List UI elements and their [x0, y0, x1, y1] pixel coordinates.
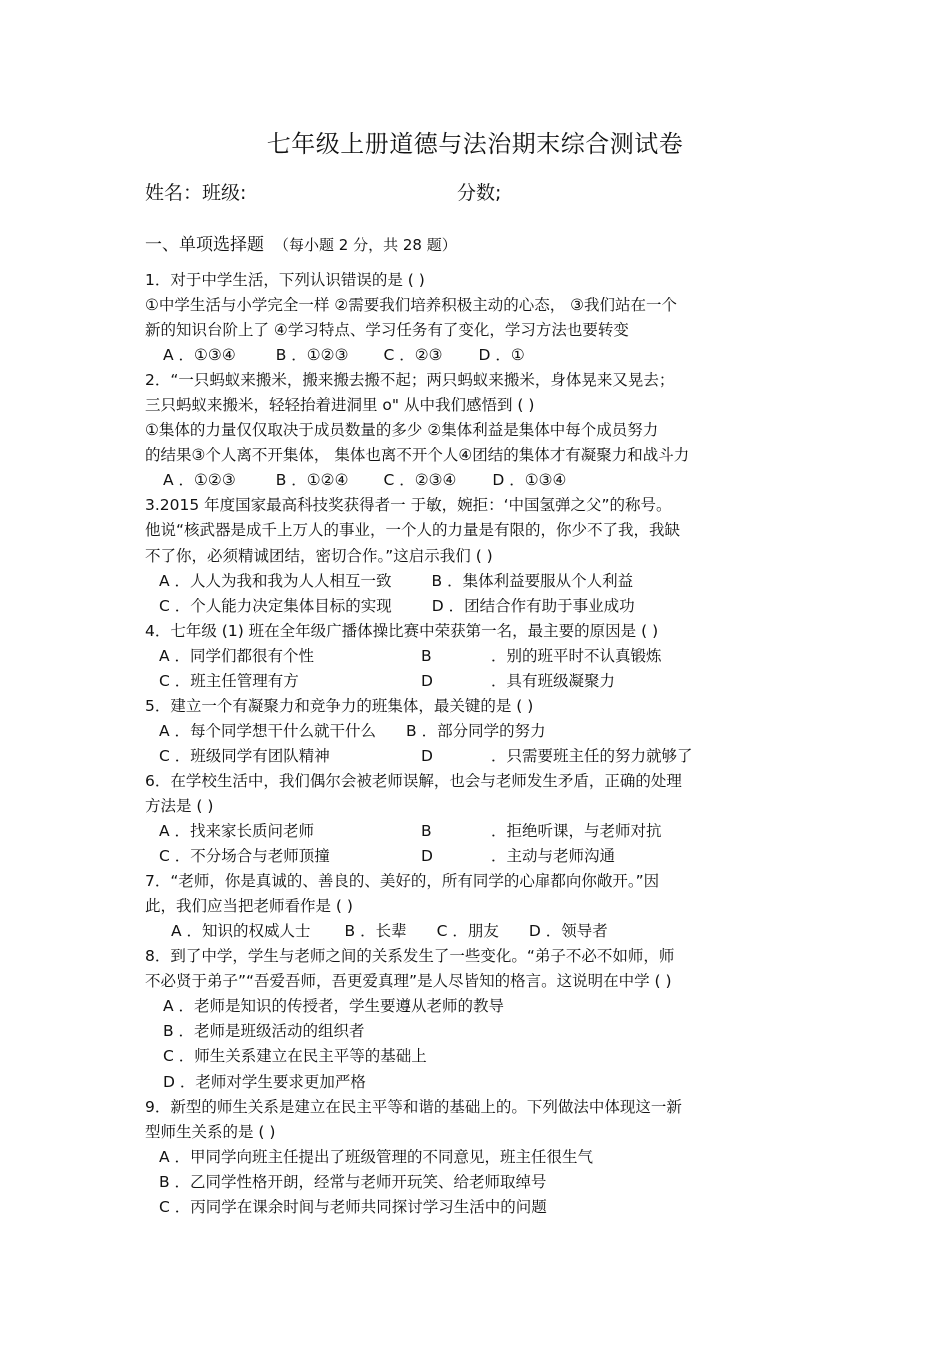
question-text: 1．对于中学生活，下列认识错误的是 ( ): [145, 271, 425, 289]
question-text: 三只蚂蚁来搬米，轻轻抬着进洞里 o" 从中我们感悟到 ( ): [145, 396, 535, 415]
question-line: [145, 969, 825, 994]
question-line: [145, 1095, 825, 1120]
answer-option: D ．团结合作有助于事业成功: [431, 596, 635, 615]
answer-option: A ．人人为我和我为人人相互一致: [159, 571, 392, 590]
question-text: D ．老师对学生要求更加严格: [163, 1072, 366, 1091]
question-line: [145, 268, 825, 293]
question-text: 不必贤于弟子”“吾爱吾师，吾更爱真理”是人尽皆知的格言。这说明在中学 ( ): [145, 972, 672, 991]
section-note: （每小题 2 分，共 28 题）: [274, 236, 457, 254]
question-line: [145, 468, 825, 493]
answer-option: C ．班级同学有团队精神: [159, 746, 330, 765]
section-heading: [145, 230, 457, 255]
question-line: [145, 644, 825, 669]
answer-option: B: [421, 822, 432, 841]
question-line: [145, 1195, 825, 1220]
question-text: 他说“核武器是成千上万人的事业，一个人的力量是有限的，你少不了我，我缺: [145, 521, 681, 540]
question-line: [145, 1120, 825, 1145]
answer-option: B ．长辈: [344, 922, 407, 941]
question-line: [145, 418, 825, 443]
answer-option: C ．班主任管理有方: [159, 671, 299, 690]
question-text: A ．老师是知识的传授者，学生要遵从老师的教导: [163, 997, 505, 1016]
answer-option: D ．领导者: [528, 922, 608, 941]
answer-option: ．只需要班主任的努力就够了: [491, 746, 693, 765]
page-title: 七年级上册道德与法治期末综合测试卷: [266, 130, 684, 158]
answer-option: D: [421, 746, 433, 765]
question-line: [145, 1145, 825, 1170]
question-text: 此，我们应当把老师看作是 ( ): [145, 897, 353, 916]
question-line: [145, 343, 825, 368]
question-line: [145, 694, 825, 719]
question-line: [145, 1019, 825, 1044]
score-label: 分数;: [457, 182, 502, 204]
answer-option: A ．每个同学想干什么就干什么: [159, 721, 377, 740]
question-text: 2．“一只蚂蚁来搬米，搬来搬去搬不起；两只蚂蚁来搬米，身体晃来又晃去；: [145, 371, 675, 390]
answer-option: C ．个人能力决定集体目标的实现: [159, 596, 392, 615]
question-text: 3.2015 年度国家最高科技奖获得者一 于敏，婉拒：‘中国氢弹之父”的称号。: [145, 496, 672, 515]
answer-option: B ．部分同学的努力: [406, 721, 546, 740]
answer-option: D: [421, 671, 433, 690]
question-text: 5．建立一个有凝聚力和竞争力的班集体，最关键的是 ( ): [145, 696, 534, 715]
question-line: [145, 719, 825, 744]
question-line: [145, 393, 825, 418]
answer-option: B ．①②③: [275, 346, 349, 365]
question-text: ①集体的力量仅仅取决于成员数量的多少 ②集体利益是集体中每个成员努力: [145, 421, 659, 440]
question-line: [145, 769, 825, 794]
question-list: [145, 268, 825, 1220]
question-text: C ．丙同学在课余时间与老师共同探讨学习生活中的问题: [159, 1197, 547, 1216]
question-text: 不了你，必须精诚团结，密切合作。”这启示我们 ( ): [145, 546, 493, 565]
question-line: [145, 569, 825, 594]
question-text: 7．“老师，你是真诚的、善良的、美好的，所有同学的心扉都向你敞开。”因: [145, 872, 660, 891]
question-line: [145, 844, 825, 869]
question-line: [145, 894, 825, 919]
question-text: 8．到了中学，学生与老师之间的关系发生了一些变化。“弟子不必不如师，师: [145, 947, 675, 966]
question-text: C ．师生关系建立在民主平等的基础上: [163, 1047, 427, 1066]
question-text: B ．老师是班级活动的组织者: [163, 1022, 365, 1041]
question-line: [145, 994, 825, 1019]
answer-option: B ．①②④: [275, 471, 349, 490]
question-line: [145, 619, 825, 644]
answer-option: A ．找来家长质问老师: [159, 822, 315, 841]
question-text: A ．甲同学向班主任提出了班级管理的不同意见，班主任很生气: [159, 1147, 594, 1166]
question-line: [145, 919, 825, 944]
answer-option: ．拒绝听课，与老师对抗: [491, 822, 662, 841]
question-line: [145, 1044, 825, 1069]
question-line: [145, 368, 825, 393]
question-text: 方法是 ( ): [145, 796, 214, 815]
question-line: [145, 1170, 825, 1195]
question-text: B ．乙同学性格开朗，经常与老师开玩笑、给老师取绰号: [159, 1172, 547, 1191]
answer-option: B: [421, 646, 432, 665]
question-line: [145, 1070, 825, 1095]
question-line: [145, 669, 825, 694]
question-line: [145, 594, 825, 619]
answer-option: C ．②③: [383, 346, 443, 365]
answer-option: ．主动与老师沟通: [491, 847, 616, 866]
answer-option: A ．①③④: [163, 346, 236, 365]
section-title: 一、单项选择题: [145, 235, 264, 255]
question-text: 型师生关系的是 ( ): [145, 1122, 276, 1141]
answer-option: C ．不分场合与老师顶撞: [159, 847, 330, 866]
answer-option: D: [421, 847, 433, 866]
answer-option: D ．①: [478, 346, 525, 365]
question-line: [145, 869, 825, 894]
answer-option: A ．同学们都很有个性: [159, 646, 315, 665]
question-line: [145, 744, 825, 769]
question-line: [145, 318, 825, 343]
answer-option: C ．②③④: [383, 471, 457, 490]
question-line: [145, 819, 825, 844]
answer-option: B ．集体利益要服从个人利益: [431, 571, 634, 590]
question-line: [145, 544, 825, 569]
question-text: 9．新型的师生关系是建立在民主平等和谐的基础上的。下列做法中体现这一新: [145, 1097, 682, 1116]
answer-option: ．别的班平时不认真锻炼: [491, 646, 662, 665]
question-text: 6．在学校生活中，我们偶尔会被老师误解，也会与老师发生矛盾，正确的处理: [145, 771, 682, 790]
answer-option: D ．①③④: [492, 471, 567, 490]
question-text: 4．七年级 (1) 班在全年级广播体操比赛中荣获第一名，最主要的原因是 ( ): [145, 621, 659, 640]
question-text: 的结果③个人离不开集体， 集体也离不开个人④团结的集体才有凝聚力和战斗力: [145, 446, 690, 465]
question-line: [145, 518, 825, 543]
name-class-label: 姓名：班级:: [145, 182, 247, 204]
question-text: ①中学生活与小学完全一样 ②需要我们培养积极主动的心态， ③我们站在一个: [145, 296, 678, 315]
student-info-row: [145, 178, 845, 208]
question-line: [145, 443, 825, 468]
answer-option: ．具有班级凝聚力: [491, 671, 616, 690]
question-line: [145, 794, 825, 819]
question-line: [145, 493, 825, 518]
question-line: [145, 293, 825, 318]
question-line: [145, 944, 825, 969]
answer-option: A ．①②③: [163, 471, 236, 490]
answer-option: C ．朋友: [436, 922, 499, 941]
question-text: 新的知识台阶上了 ④学习特点、学习任务有了变化，学习方法也要转变: [145, 321, 629, 340]
answer-option: A ．知识的权威人士: [171, 922, 311, 941]
